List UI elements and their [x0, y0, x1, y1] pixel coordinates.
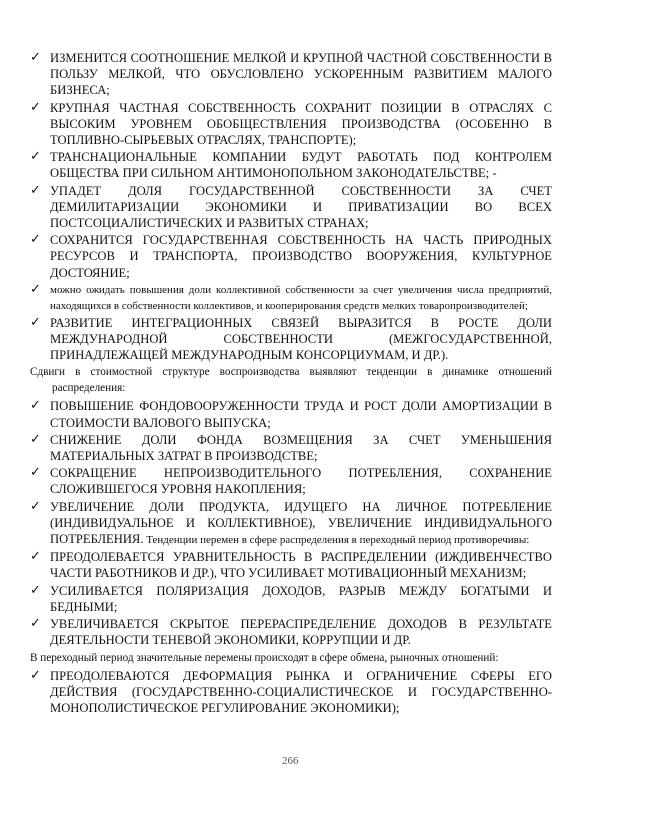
check-mark-icon: ✓ — [30, 149, 41, 165]
list-item — [30, 432, 552, 464]
list-item — [30, 50, 552, 99]
paragraph: Сдвиги в стоимостной структуре воспроизводства выявляют тенденции в динамике отношений распределения: — [30, 366, 552, 395]
list-item-text: ИЗМЕНИТСЯ СООТНОШЕНИЕ МЕЛКОЙ И КРУПНОЙ ЧАСТНОЙ СОБСТВЕННОСТИ В ПОЛЬЗУ МЕЛКОЙ, ЧТО ОБУСЛОВЛЕНО УСКОРЕННЫМ РАЗВИТИЕМ МАЛОГО БИЗНЕСА; — [50, 51, 552, 98]
list-item — [30, 315, 552, 364]
check-mark-icon: ✓ — [30, 314, 41, 330]
list-item-text: ТРАНСНАЦИОНАЛЬНЫЕ КОМПАНИИ БУДУТ РАБОТАТЬ ПОД КОНТРОЛЕМ ОБЩЕСТВА ПРИ СИЛЬНОМ АНТИМОНОПОЛЬНОМ ЗАКОНОДАТЕЛЬСТВЕ; - — [50, 150, 552, 181]
list-item-text: ПРЕОДОЛЕВАЕТСЯ УРАВНИТЕЛЬНОСТЬ В РАСПРЕДЕЛЕНИИ (ИЖДИВЕНЧЕСТВО ЧАСТИ РАБОТНИКОВ И ДР.), ЧТО УСИЛИВАЕТ МОТИВАЦИОННЫЙ МЕХАНИЗМ; — [50, 550, 552, 581]
list-item — [30, 616, 552, 648]
check-mark-icon: ✓ — [30, 99, 41, 115]
check-mark-icon: ✓ — [30, 398, 41, 414]
list-item-text: СОКРАЩЕНИЕ НЕПРОИЗВОДИТЕЛЬНОГО ПОТРЕБЛЕНИЯ, СОХРАНЕНИЕ СЛОЖИВШЕГОСЯ УРОВНЯ НАКОПЛЕНИЯ; — [50, 466, 552, 497]
list-item — [30, 668, 552, 717]
check-mark-icon: ✓ — [30, 465, 41, 481]
paragraph-inline: Тенденции перемен в сфере распределения в переходный период противоречивы: — [143, 534, 530, 547]
list-item — [30, 183, 552, 232]
check-mark-icon: ✓ — [30, 281, 41, 297]
list-item-text: можно ожидать повышения доли коллективной собственности за счет увеличения числа предприятий, находящихся в собственности коллективов, и кооперирования средств мелких товаропроизводителей; — [50, 283, 552, 312]
check-mark-icon: ✓ — [30, 549, 41, 565]
list-item — [30, 282, 552, 314]
list-item-text: УСИЛИВАЕТСЯ ПОЛЯРИЗАЦИЯ ДОХОДОВ, РАЗРЫВ МЕЖДУ БОГАТЫМИ И БЕДНЫМИ; — [50, 583, 552, 614]
check-mark-icon: ✓ — [30, 232, 41, 248]
list-item-text: ПОВЫШЕНИЕ ФОНДОВООРУЖЕННОСТИ ТРУДА И РОСТ ДОЛИ АМОРТИЗАЦИИ В СТОИМОСТИ ВАЛОВОГО ВЫПУСКА; — [50, 399, 552, 430]
list-item — [30, 398, 552, 430]
list-item-text: СНИЖЕНИЕ ДОЛИ ФОНДА ВОЗМЕЩЕНИЯ ЗА СЧЕТ УМЕНЬШЕНИЯ МАТЕРИАЛЬНЫХ ЗАТРАТ В ПРОИЗВОДСТВЕ; — [50, 432, 552, 464]
check-mark-icon: ✓ — [30, 616, 41, 632]
list-item-text: УВЕЛИЧЕНИЕ ДОЛИ ПРОДУКТА, ИДУЩЕГО НА ЛИЧНОЕ ПОТРЕБЛЕНИЕ (ИНДИВИДУАЛЬНОЕ И КОЛЛЕКТИВНОЕ), УВЕЛИЧЕНИЕ ИНДИВИДУАЛЬНОГО ПОТРЕБЛЕНИЯ. — [50, 499, 552, 547]
list-item-text: РАЗВИТИЕ ИНТЕГРАЦИОННЫХ СВЯЗЕЙ ВЫРАЗИТСЯ В РОСТЕ ДОЛИ МЕЖДУНАРОДНОЙ СОБСТВЕННОСТИ (МЕЖГОСУДАРСТВЕННОЙ, ПРИНАДЛЕЖАЩЕЙ МЕЖДУНАРОДНЫМ КОНСОРЦИУМАМ, И ДР.). — [50, 315, 552, 363]
list-item — [30, 583, 552, 615]
check-mark-icon: ✓ — [30, 582, 41, 598]
check-mark-icon: ✓ — [30, 182, 41, 198]
check-mark-icon: ✓ — [30, 431, 41, 447]
list-item-text: СОХРАНИТСЯ ГОСУДАРСТВЕННАЯ СОБСТВЕННОСТЬ НА ЧАСТЬ ПРИРОДНЫХ РЕСУРСОВ И ТРАНСПОРТА, ПРОИЗВОДСТВО ВООРУЖЕНИЯ, КУЛЬТУРНОЕ ДОСТОЯНИЕ; — [50, 233, 552, 280]
list-item — [30, 549, 552, 581]
list-item — [30, 100, 552, 149]
list-item — [30, 465, 552, 497]
paragraph: В переходный период значительные перемены происходят в сфере обмена, рыночных отношений: — [30, 651, 499, 664]
list-item — [30, 499, 552, 549]
check-mark-icon: ✓ — [30, 498, 41, 514]
page-number: 266 — [282, 755, 299, 767]
check-mark-icon: ✓ — [30, 50, 41, 65]
list-item-text: ПРЕОДОЛЕВАЮТСЯ ДЕФОРМАЦИЯ РЫНКА И ОГРАНИЧЕНИЕ СФЕРЫ ЕГО ДЕЙСТВИЯ (ГОСУДАРСТВЕННО-СОЦИАЛИСТИЧЕСКОЕ И ГОСУДАРСТВЕННО-МОНОПОЛИСТИЧЕСКОЕ РЕГУЛИРОВАНИЕ ЭКОНОМИКИ); — [50, 668, 552, 715]
list-item-text: КРУПНАЯ ЧАСТНАЯ СОБСТВЕННОСТЬ СОХРАНИТ ПОЗИЦИИ В ОТРАСЛЯХ С ВЫСОКИМ УРОВНЕМ ОБОБЩЕСТВЛЕНИЯ ПРОИЗВОДСТВА (ОСОБЕННО В ТОПЛИВНО-СЫРЬЕВЫХ ОТРАСЛЯХ, ТРАНСПОРТЕ); — [50, 100, 552, 148]
list-item-text: УВЕЛИЧИВАЕТСЯ СКРЫТОЕ ПЕРЕРАСПРЕДЕЛЕНИЕ ДОХОДОВ В РЕЗУЛЬТАТЕ ДЕЯТЕЛЬНОСТИ ТЕНЕВОЙ ЭКОНОМИКИ, КОРРУПЦИИ И ДР. — [50, 617, 552, 648]
list-item — [30, 232, 552, 281]
document-page — [30, 50, 552, 717]
list-item-text: УПАДЕТ ДОЛЯ ГОСУДАРСТВЕННОЙ СОБСТВЕННОСТИ ЗА СЧЕТ ДЕМИЛИТАРИЗАЦИИ ЭКОНОМИКИ И ПРИВАТИЗАЦИИ ВО ВСЕХ ПОСТСОЦИАЛИСТИЧЕСКИХ И РАЗВИТЫХ СТРАНАХ; — [50, 183, 552, 231]
check-mark-icon: ✓ — [30, 667, 41, 683]
list-item — [30, 149, 552, 181]
